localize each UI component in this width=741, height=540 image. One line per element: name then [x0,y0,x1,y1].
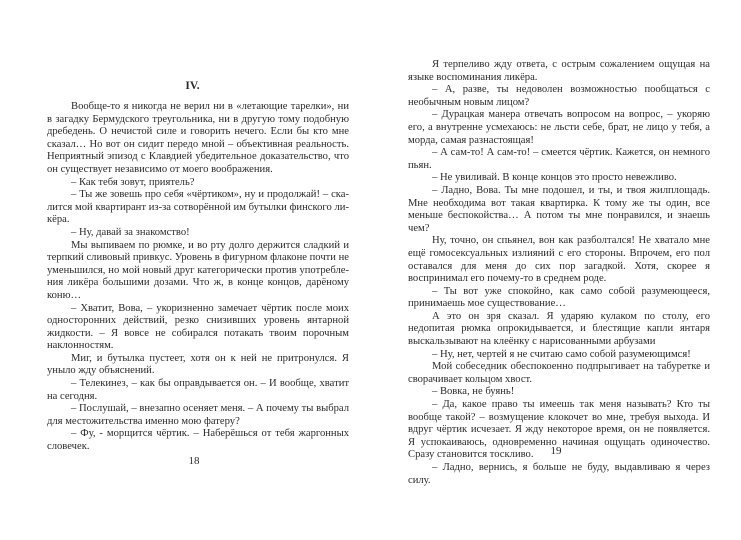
paragraph: – Да, какое право ты имеешь так меня называть? Кто ты вообще такой? – возмущение клокочет во мне, требуя выхода. И вдруг чёртик исчезает. Я жду некоторое время, он не появляется. Я успокаиваюсь, одновременно начиная ощущать одиночество. Сразу становится тоскливо. [408,399,710,461]
paragraph: – Дурацкая манера отвечать вопросом на вопрос, – укоряю его, а внутренне усмехаюсь: не льсти себе, брат, не лицо у тебя, а морда, самая разнастоящая! [408,109,710,146]
paragraph: – Как тебя зовут, приятель? [71,176,195,188]
paragraph: – Ладно, вернись, я больше не буду, выдавливаю я через силу. [408,462,710,486]
paragraph: Ну, точно, он спьянел, вон как разболтался! Не хватало мне ещё гомосексуальных излияний с его стороны. Впрочем, его пол оставался для меня до сих пор загадкой. Хотя, скорее я воспринимал его почему-то в среднем роде. [408,235,710,285]
paragraph: – Ну, нет, чертей я не считаю само собой разумеющимся! [432,348,691,360]
paragraph: – А сам-то! А сам-то! – смеется чёртик. Кажется, он немного пьян. [408,147,710,171]
chapter-title: IV. [185,80,200,92]
page-number: 19 [550,445,562,457]
paragraph: – Телекинез, – как бы оправдывается он. – И вообще, хватит на сегодня. [47,378,349,402]
page-number: 18 [188,455,200,467]
paragraph: Мы выпиваем по рюмке, и во рту долго держится сладкий и терпкий сливовый привкус. Уровень в фигурном флаконе почти не уменьшился, но мой новый друг категорически против употребления ликёра большими дозами. Что ж, в конце концов, дарёному коню… [47,239,349,301]
paragraph: Миг, и бутылка пустеет, хотя он к ней не притронулся. Я уныло жду объяснений. [47,352,349,377]
paragraph: – Ладно, Вова. Ты мне подошел, и ты, и твоя жилплощадь. Мне необходима вот такая квартирка. К тому же ты один, все меньше беспокойства… А потом ты мне понравился, и знаешь чем? [408,184,710,234]
paragraph: Я терпеливо жду ответа, с острым сожалением ощущая на языке воспоминания ликёра. [408,59,710,83]
paragraph: – Ты вот уже спокойно, как само собой разумеющееся, принимаешь мое существование… [408,285,710,310]
paragraph: Мой собеседник обеспокоенно подпрыгивает на табуретке и сворачивает кольцом хвост. [408,361,710,385]
left-page [0,0,370,540]
paragraph: – Вовка, не буянь! [432,386,515,398]
right-page-text [408,59,710,487]
right-page [370,0,741,540]
paragraph: – Ты же зовешь про себя «чёртиком», ну и продолжай! – скалится мой квартирант из-за сотворённой им бутылки финского ликёра. [47,189,349,226]
paragraph: – Ну, давай за знакомство! [71,226,190,238]
paragraph: – Фу, - морщится чёртик. – Наберёшься от тебя жаргонных словечек. [47,428,349,453]
paragraph: – Послушай, – внезапно осеняет меня. – А почему ты выбрал для местожительства именно мою фатеру? [47,403,349,427]
paragraph: – Не увиливай. В конце концов это просто невежливо. [432,172,677,184]
paragraph: – А, разве, ты недоволен возможностью пообщаться с необычным новым лицом? [408,84,710,108]
left-page-text [47,101,349,454]
paragraph: А это он зря сказал. Я ударяю кулаком по столу, его недопитая рюмка опрокидывается, и блестящие капли янтаря выскальзывают на клеёнку с нарисованными арбузами [408,310,710,348]
paragraph: – Хватит, Вова, – укоризненно замечает чёртик после моих односторонних действий, резко снизивших уровень янтарной жидкости. – Я вовсе не собирался потакать твоим порочным наклонностям. [47,302,349,352]
paragraph: Вообще-то я никогда не верил ни в «летающие тарелки», ни в загадку Бермудского треугольника, ни в другую тому подобную дребедень. О нечистой силе и говорить нечего. Если бы кто мне сказал… Но вот он сидит передо мной – объективная реальность. Неприятный эпизод с Клавдией убедительное доказательство, что он существует независимо от моего воображения. [47,101,349,175]
